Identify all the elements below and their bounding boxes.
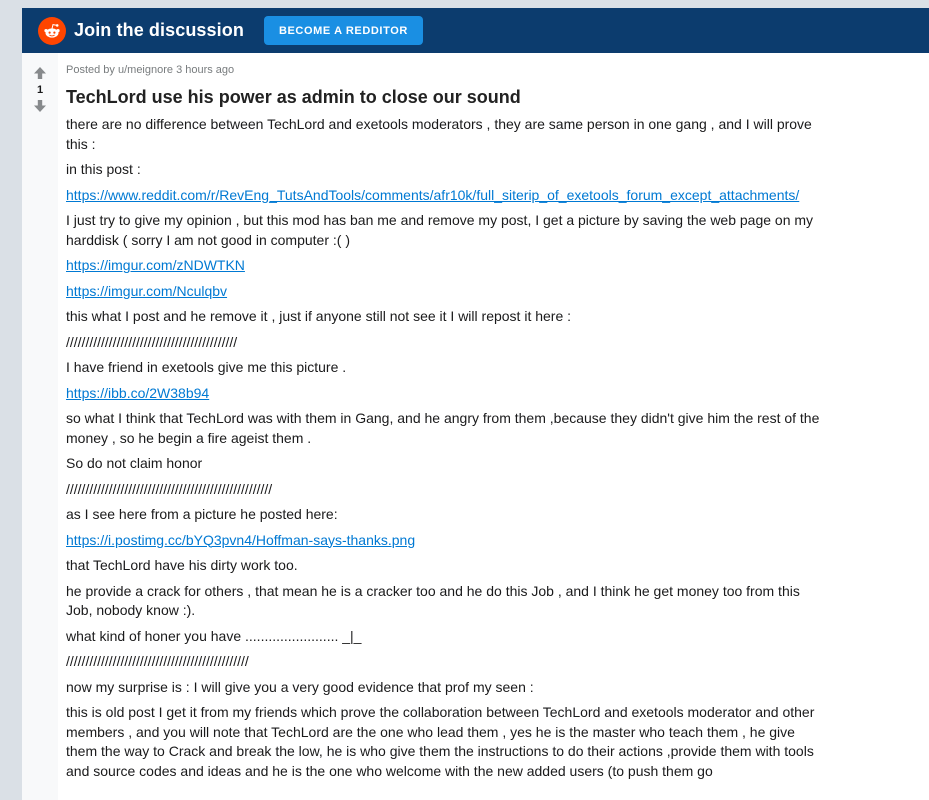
post-paragraph: this is old post I get it from my friends which prove the collaboration between TechLord and exetools moderator and other members , and you will note that TechLord are the one who lead them , yes he is the master who teach them , he give them the way to Crack and break the low, he is who give them the instructions to do their actions ,provide them with tools and source codes and ideas and he is the one who welcome with the new added users (to push them go bbox=[66, 704, 815, 779]
upvote-icon[interactable] bbox=[32, 65, 48, 81]
post-paragraph bbox=[66, 531, 826, 551]
post-meta[interactable]: Posted by u/meignore 3 hours ago bbox=[66, 64, 235, 76]
post-paragraph: as I see here from a picture he posted here: bbox=[66, 506, 338, 522]
vote-count: 1 bbox=[36, 84, 44, 96]
post-paragraph: now my surprise is : I will give you a very good evidence that prof my seen : bbox=[66, 678, 534, 695]
post-content bbox=[66, 53, 826, 781]
downvote-icon[interactable] bbox=[32, 98, 48, 114]
post-paragraph: ///////////////////////////////////////////////////// bbox=[66, 480, 273, 497]
post-paragraph: /////////////////////////////////////////////// bbox=[66, 653, 249, 669]
post-paragraph: I just try to give my opinion , but this mod has ban me and remove my post, I get a picture by saving the web page on my harddisk ( sorry I am not good in computer :( ) bbox=[66, 212, 814, 248]
post-link[interactable]: https://i.postimg.cc/bYQ3pvn4/Hoffman-says-thanks.png bbox=[66, 531, 416, 548]
post-title: TechLord use his power as admin to close our sound bbox=[66, 87, 521, 107]
post-paragraph bbox=[66, 256, 826, 276]
post-paragraph bbox=[66, 186, 826, 206]
post-paragraph: I have friend in exetools give me this picture . bbox=[66, 359, 347, 375]
post-link[interactable]: https://www.reddit.com/r/RevEng_TutsAndTools/comments/afr10k/full_siterip_of_exetools_forum_except_attachments/ bbox=[66, 186, 800, 203]
post-paragraph bbox=[66, 384, 826, 404]
post-link[interactable]: https://ibb.co/2W38b94 bbox=[66, 384, 210, 401]
reddit-logo-icon[interactable] bbox=[38, 17, 66, 45]
post-paragraph: what kind of honer you have ........................ _|_ bbox=[66, 627, 362, 644]
post-link[interactable]: https://imgur.com/zNDWTKN bbox=[66, 257, 245, 273]
post-paragraph: so what I think that TechLord was with them in Gang, and he angry from them ,because they didn't give him the rest of the money , so he begin a fire ageist them . bbox=[66, 410, 820, 446]
post-paragraph: this what I post and he remove it , just if anyone still not see it I will repost it here : bbox=[66, 308, 572, 324]
post-paragraph: there are no difference between TechLord and exetools moderators , they are same person in one gang , and I will prove this : bbox=[66, 116, 812, 152]
post-paragraph: that TechLord have his dirty work too. bbox=[66, 557, 298, 573]
post-paragraph bbox=[66, 282, 826, 302]
join-banner bbox=[22, 8, 929, 53]
post-card bbox=[22, 53, 929, 800]
post-paragraph: So do not claim honor bbox=[66, 455, 203, 471]
post-body bbox=[66, 115, 826, 781]
post-link[interactable]: https://imgur.com/Nculqbv bbox=[66, 282, 228, 299]
banner-title: Join the discussion bbox=[74, 20, 244, 40]
post-paragraph: he provide a crack for others , that mean he is a cracker too and he do this Job , and I think he get money too from this Job, nobody know :). bbox=[66, 582, 800, 618]
vote-column bbox=[22, 53, 58, 800]
become-redditor-button[interactable]: BECOME A REDDITOR bbox=[264, 16, 423, 45]
post-paragraph: in this post : bbox=[66, 161, 141, 177]
post-paragraph: //////////////////////////////////////////// bbox=[66, 333, 238, 350]
